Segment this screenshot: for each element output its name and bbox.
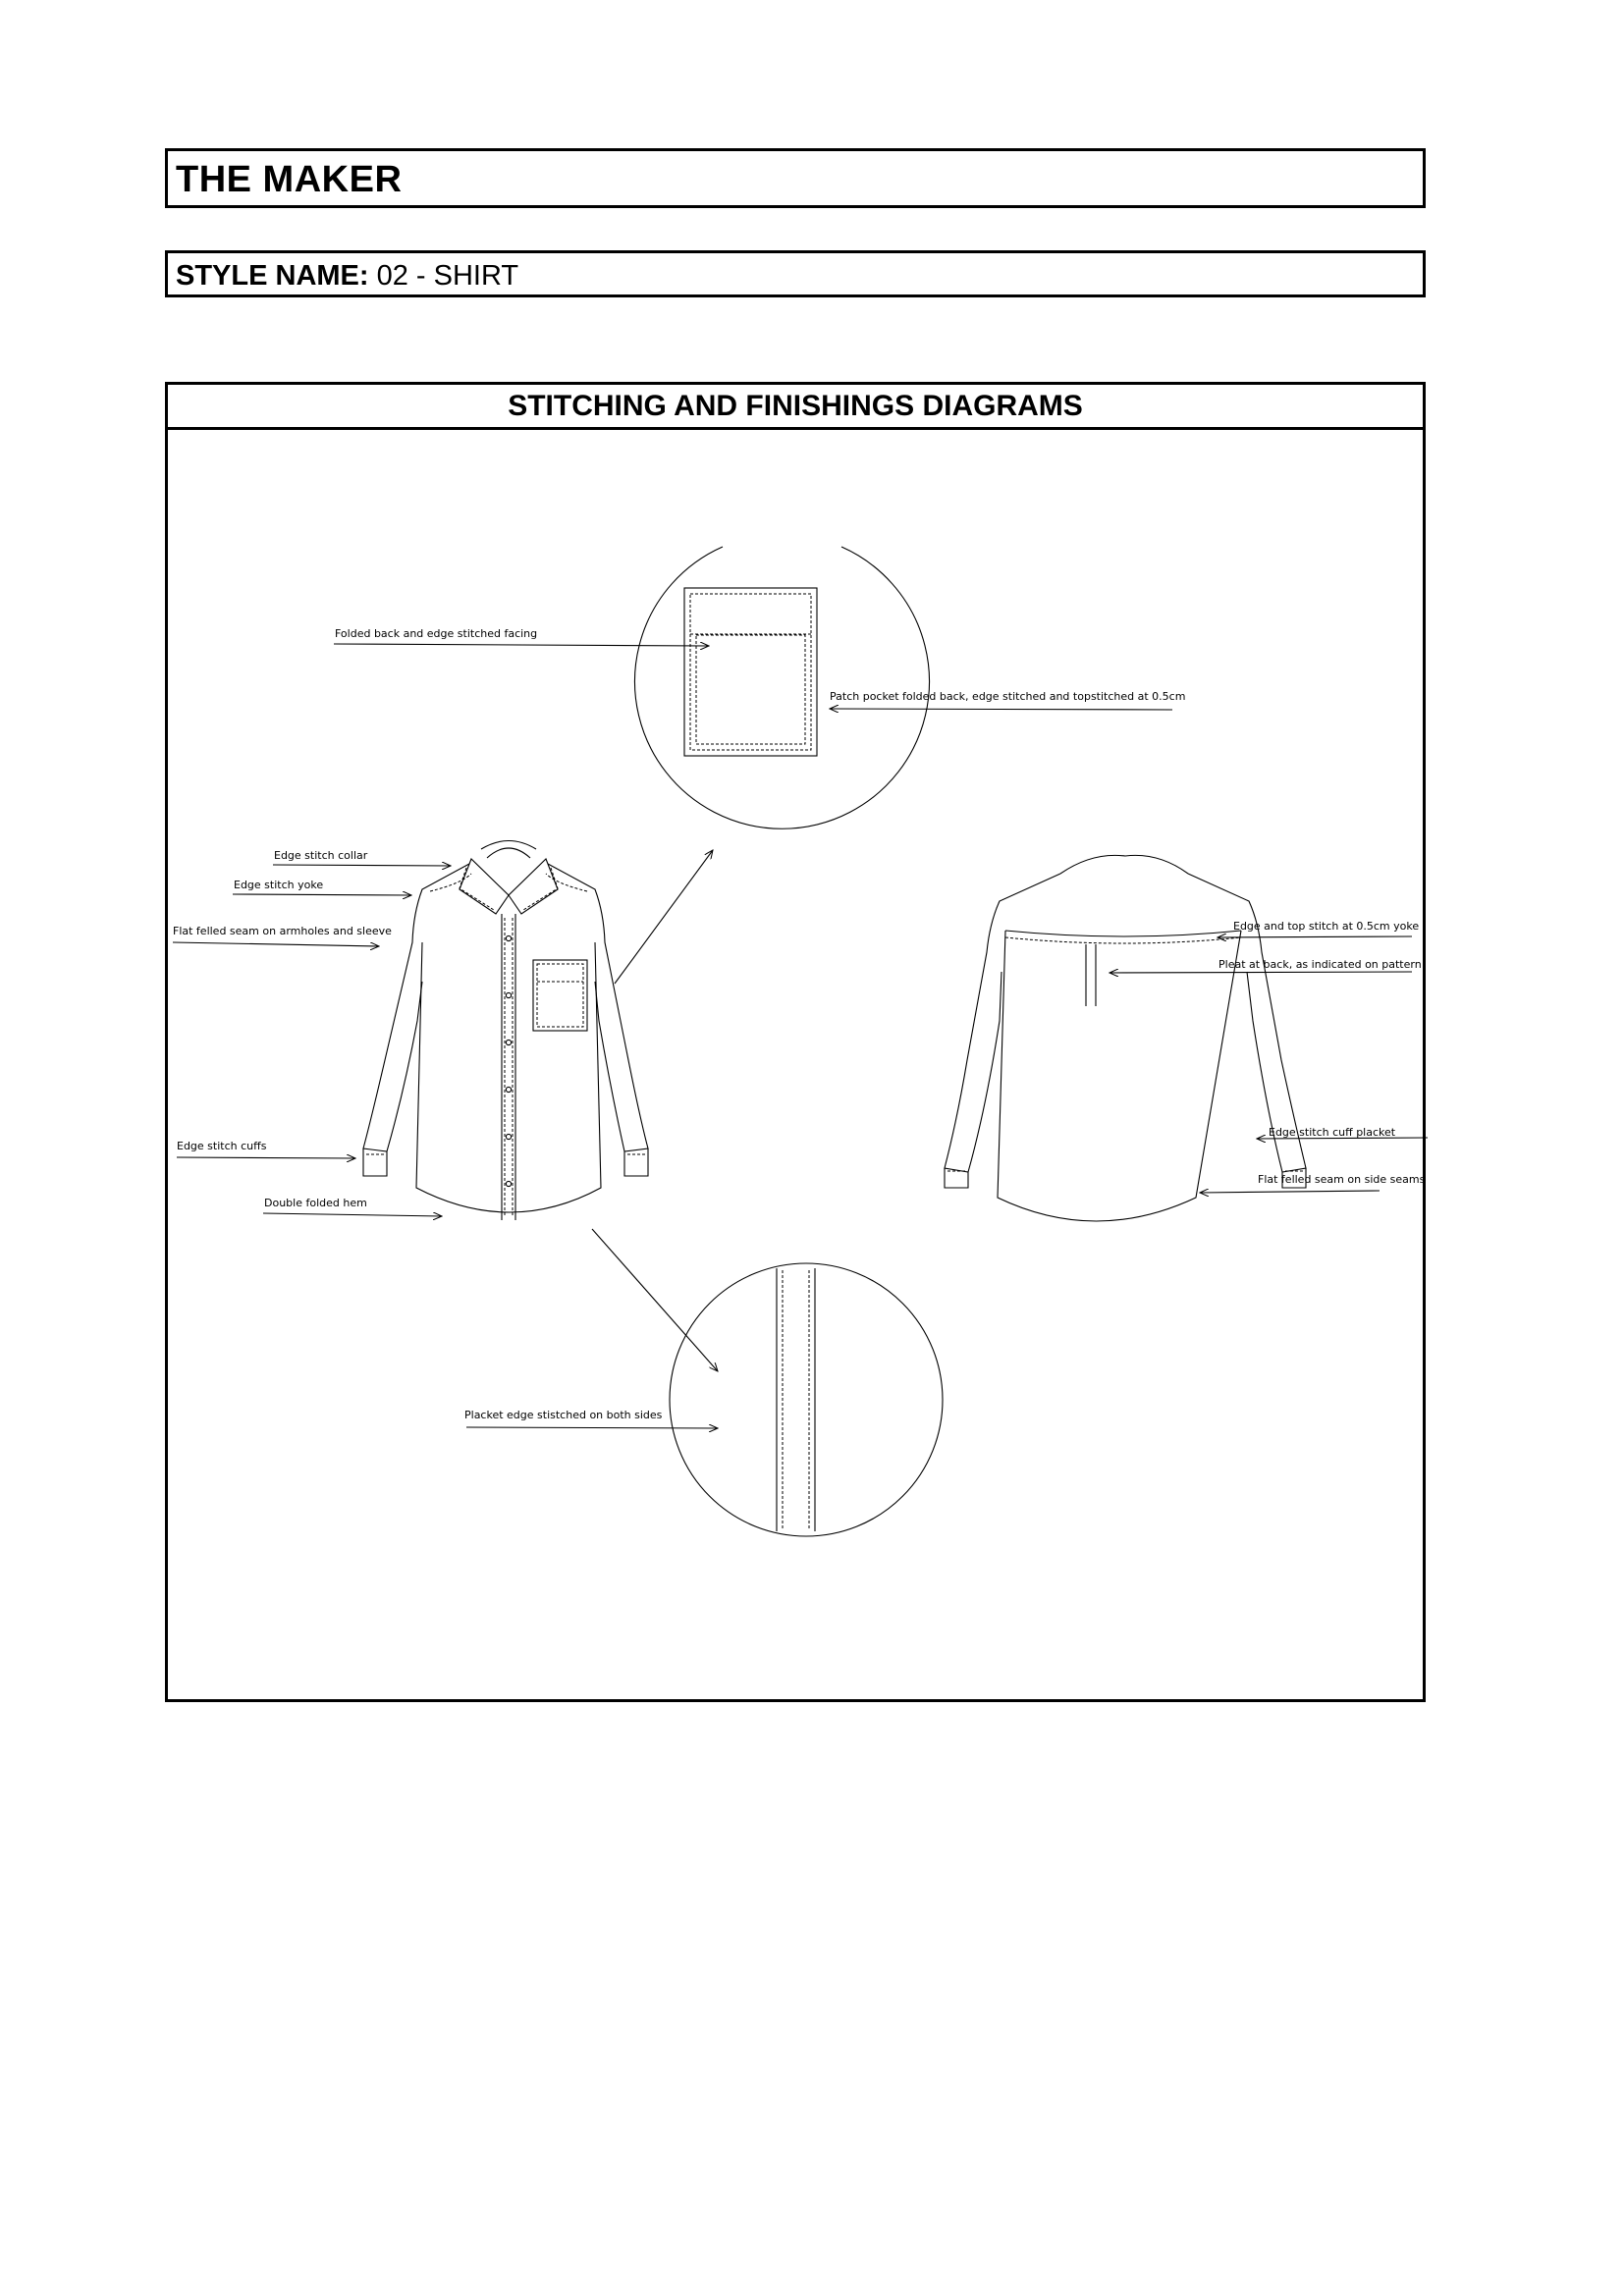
callout-placket-edge-stitched: Placket edge stistched on both sides [464,1409,663,1421]
style-name-value: 02 - SHIRT [368,260,519,292]
callout-folded-back-facing: Folded back and edge stitched facing [335,627,538,640]
back-shirt-drawing [945,855,1306,1221]
callout-edge-stitch-collar: Edge stitch collar [274,849,368,862]
callout-patch-pocket: Patch pocket folded back, edge stitched and topstitched at 0.5cm [830,690,1186,703]
callout-edge-top-stitch-yoke: Edge and top stitch at 0.5cm yoke [1233,920,1420,933]
panel-title: STITCHING AND FINISHINGS DIAGRAMS [168,385,1423,430]
front-shirt-drawing [363,841,648,1221]
callout-pleat-at-back: Pleat at back, as indicated on pattern [1218,958,1422,971]
brand-title: THE MAKER [176,159,403,200]
pocket-detail-zoom [635,547,930,828]
callout-flat-felled-armholes: Flat felled seam on armholes and sleeve [173,925,392,937]
callout-flat-felled-side-seams: Flat felled seam on side seams [1258,1173,1426,1186]
placket-detail-zoom [670,1263,943,1536]
callout-edge-stitch-cuffs: Edge stitch cuffs [177,1140,267,1152]
callout-edge-stitch-cuff-placket: Edge stitch cuff placket [1269,1126,1396,1139]
style-name-label: STYLE NAME: [176,260,369,292]
callout-double-folded-hem: Double folded hem [264,1197,367,1209]
callout-edge-stitch-yoke: Edge stitch yoke [234,879,324,891]
callout-leaders [173,644,1428,1428]
